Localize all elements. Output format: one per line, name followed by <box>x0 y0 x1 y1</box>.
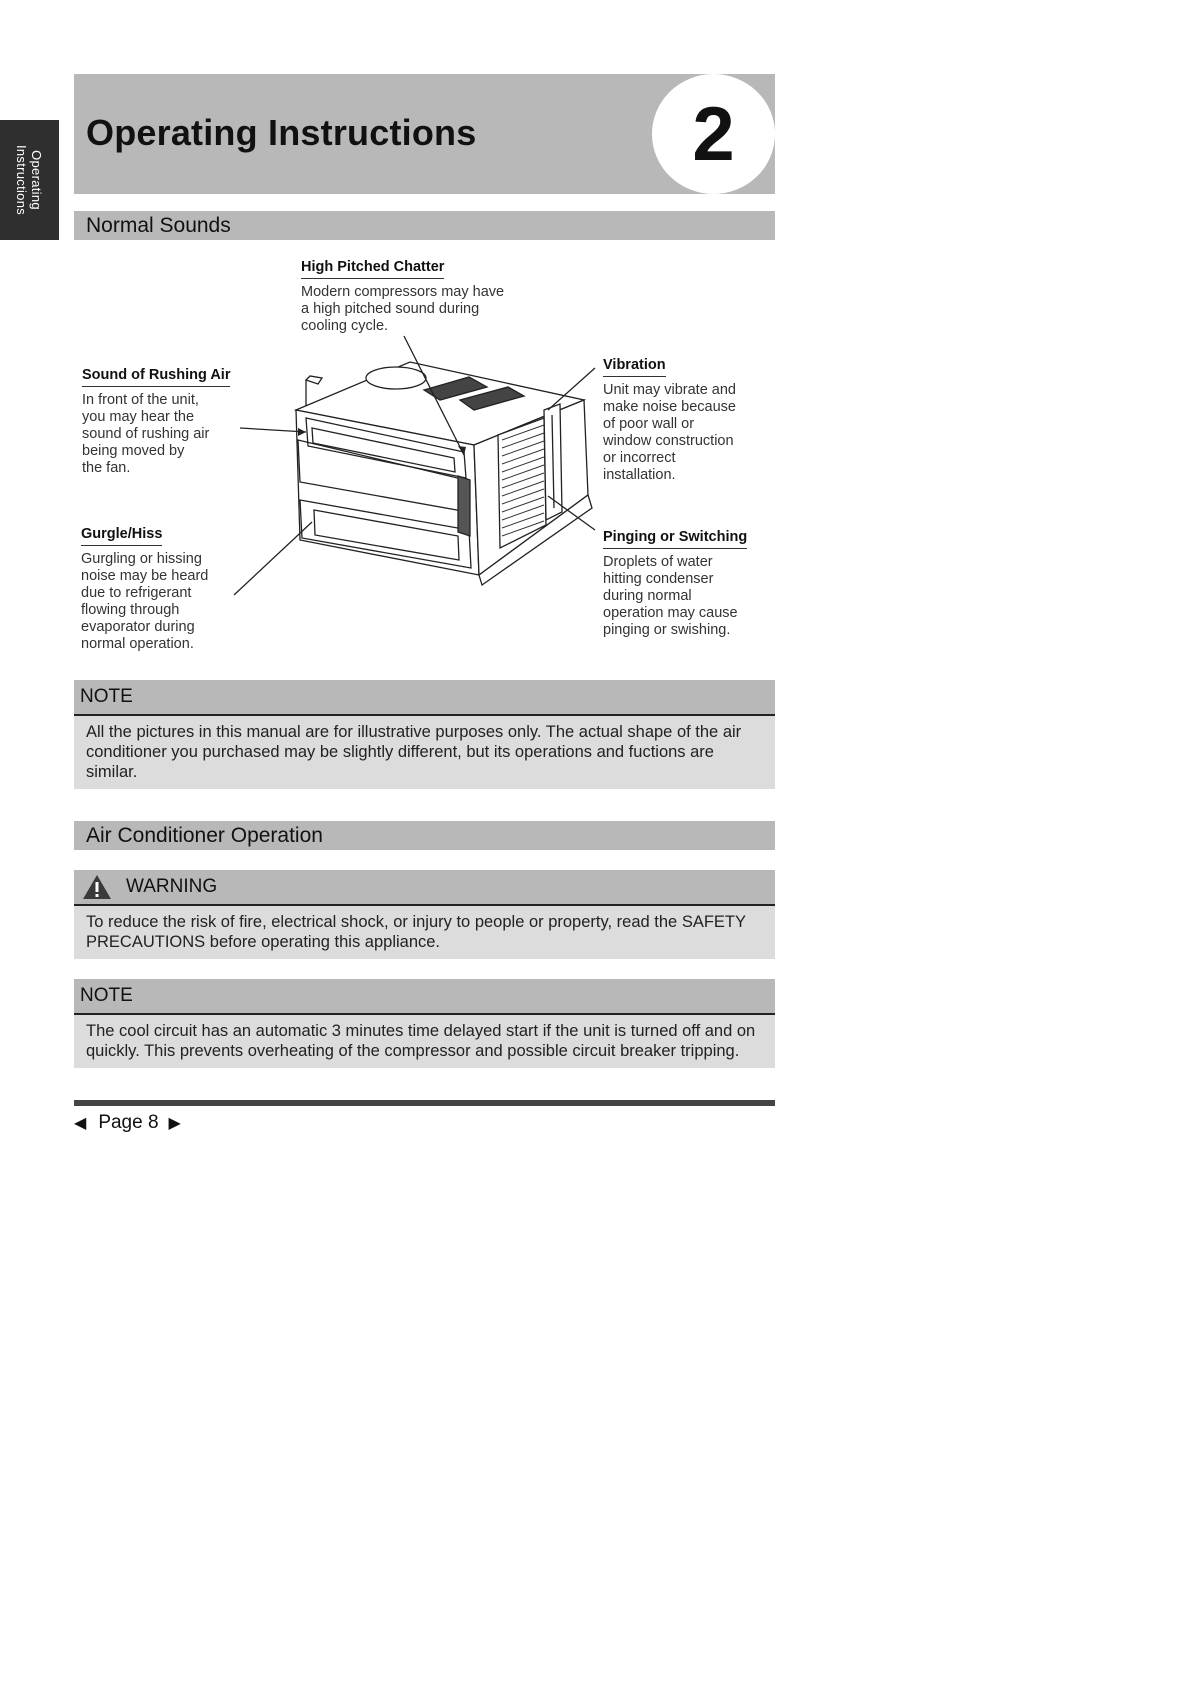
next-page-icon[interactable]: ▶ <box>168 1115 181 1132</box>
page-number: Page 8 <box>98 1112 159 1133</box>
warning-bar <box>74 870 775 906</box>
callout-pinging-title: Pinging or Switching <box>603 529 747 549</box>
callout-gurgle-text: Gurgling or hissing noise may be heard due to refrigerant flowing through evaporator during normal operation. <box>81 551 209 652</box>
callout-high-pitched-title: High Pitched Chatter <box>301 259 444 279</box>
normal-sounds-diagram <box>74 250 775 660</box>
side-tab-line1: Operating <box>29 150 45 210</box>
note-box-cool-circuit <box>74 979 775 1068</box>
callout-gurgle-title: Gurgle/Hiss <box>81 526 162 546</box>
note-label: NOTE <box>74 680 775 716</box>
callout-vibration <box>603 356 736 484</box>
callout-rushing-air-text: In front of the unit, you may hear the sound of rushing air being moved by the fan. <box>82 392 210 476</box>
section-normal-sounds: Normal Sounds <box>74 211 775 240</box>
callout-rushing-air <box>82 366 230 477</box>
warning-icon <box>82 874 112 900</box>
footer-rule <box>74 1100 775 1106</box>
callout-vibration-text: Unit may vibrate and make noise because of poor wall or window construction or incorrect installation. <box>603 382 736 483</box>
note-box-pictures <box>74 680 775 789</box>
callout-high-pitched-text: Modern compressors may have a high pitched sound during cooling cycle. <box>301 284 505 334</box>
chapter-header <box>74 74 775 194</box>
page-footer <box>74 1112 181 1134</box>
callout-pinging-text: Droplets of water hitting condenser during normal operation may cause pinging or swishing. <box>603 554 738 638</box>
note-text: The cool circuit has an automatic 3 minutes time delayed start if the unit is turned off and on quickly. This prevents overheating of the compressor and possible circuit breaker tripping. <box>74 1015 775 1068</box>
warning-label: WARNING <box>126 876 218 897</box>
callout-gurgle <box>81 525 208 653</box>
warning-box <box>74 870 775 959</box>
chapter-number: 2 <box>652 74 775 194</box>
section-ac-operation: Air Conditioner Operation <box>74 821 775 850</box>
note-text: All the pictures in this manual are for illustrative purposes only. The actual shape of the air conditioner you purchased may be slightly different, but its operations and fuctions are similar. <box>74 716 775 789</box>
side-tab <box>0 120 59 240</box>
side-tab-line2: Instructions <box>14 144 30 216</box>
prev-page-icon[interactable]: ◀ <box>74 1115 87 1132</box>
callout-vibration-title: Vibration <box>603 357 666 377</box>
note-label: NOTE <box>74 979 775 1015</box>
callout-high-pitched <box>301 258 504 335</box>
callout-rushing-air-title: Sound of Rushing Air <box>82 367 230 387</box>
callout-pinging <box>603 528 747 639</box>
warning-text: To reduce the risk of fire, electrical shock, or injury to people or property, read the SAFETY PRECAUTIONS before operating this appliance. <box>74 906 775 959</box>
page-title: Operating Instructions <box>86 112 477 153</box>
